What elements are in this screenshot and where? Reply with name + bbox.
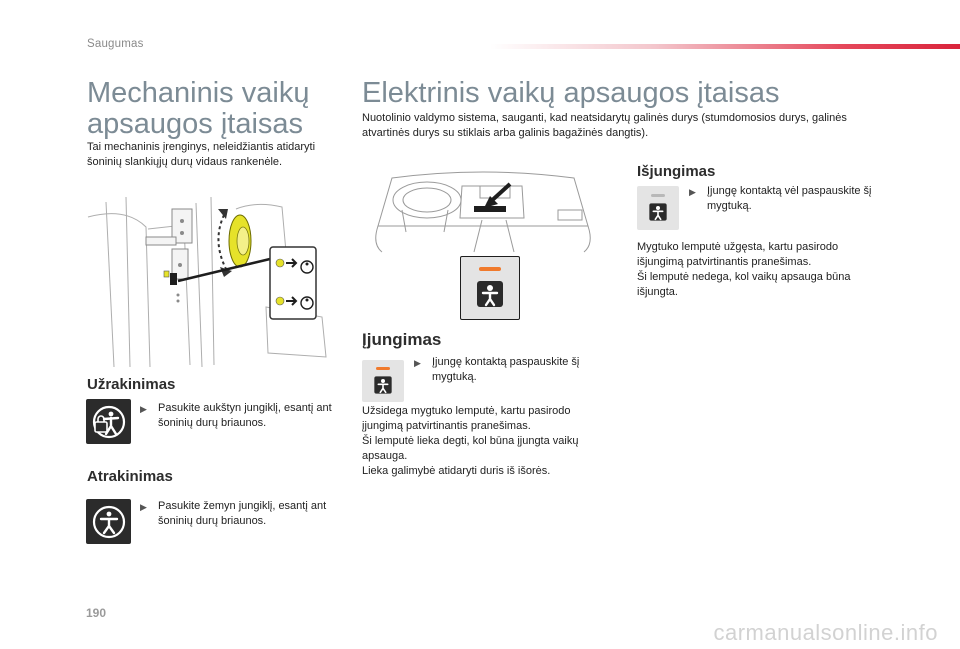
left-title (87, 78, 347, 140)
child-icon (648, 202, 668, 222)
right-title: Elektrinis vaikų apsaugos įtaisas (362, 77, 780, 109)
bullet-arrow-icon: ▶︎ (414, 358, 421, 368)
left-title-line2: apsaugos įtaisas (87, 108, 304, 140)
unlock-bullet-text: Pasukite žemyn jungiklį, esantį ant šoninių durų briaunos. (158, 500, 327, 527)
button-off-icon (637, 186, 679, 230)
on-description: Užsidega mygtuko lemputė, kartu pasirodo įjungimą patvirtinantis pranešimas. Ši lemputė lieka degti, kol būna įjungta vaikų apsauga. Lieka galimybė atidaryti duris iš išorės. (362, 405, 579, 477)
led-indicator (479, 267, 501, 271)
led-on-indicator (376, 367, 390, 370)
child-icon (475, 279, 505, 309)
left-intro: Tai mechaninis įrenginys, neleidžiantis atidaryti šoninių slankiųjų durų vidaus rankenėle. (87, 141, 316, 168)
bullet-arrow-icon: ▶︎ (140, 502, 147, 512)
bullet-arrow-icon: ▶︎ (140, 404, 147, 414)
on-heading: Įjungimas (362, 330, 442, 349)
lock-heading: Užrakinimas (87, 376, 176, 393)
page-number: 190 (86, 606, 107, 620)
dashboard-illustration (362, 166, 604, 254)
unlock-heading: Atrakinimas (87, 468, 173, 485)
child-lock-button-illustration (460, 256, 520, 320)
child-lock-icon (86, 399, 131, 444)
on-bullet (414, 355, 604, 385)
off-heading: Išjungimas (637, 163, 716, 180)
bullet-arrow-icon: ▶︎ (689, 187, 696, 197)
left-title-line1: Mechaninis vaikų (87, 77, 310, 109)
right-intro: Nuotolinio valdymo sistema, sauganti, kad neatsidarytų galinės durys (stumdomosios durys, galinės atvartinės durys su stiklais arba galinis bagažinės dangtis). (362, 112, 847, 139)
child-icon (86, 499, 131, 544)
led-off-indicator (651, 194, 665, 197)
lock-bullet (140, 401, 340, 431)
button-on-icon (362, 360, 404, 402)
door-edge-illustration (86, 197, 332, 369)
section-label: Saugumas (87, 38, 144, 50)
header-accent-bar (490, 44, 960, 49)
off-bullet-text: Įjungę kontaktą vėl paspauskite šį mygtuką. (707, 185, 872, 212)
unlock-bullet (140, 499, 340, 529)
on-bullet-text: Įjungę kontaktą paspauskite šį mygtuką. (432, 356, 580, 383)
off-description: Mygtuko lemputė užgęsta, kartu pasirodo išjungimą patvirtinantis pranešimas. Ši lemputė nedega, kol vaikų apsauga būna išjungta. (637, 241, 851, 298)
lock-bullet-text: Pasukite aukštyn jungiklį, esantį ant šoninių durų briaunos. (158, 402, 332, 429)
watermark: carmanualsonline.info (713, 620, 938, 645)
child-icon (373, 375, 393, 395)
off-bullet (689, 184, 899, 214)
